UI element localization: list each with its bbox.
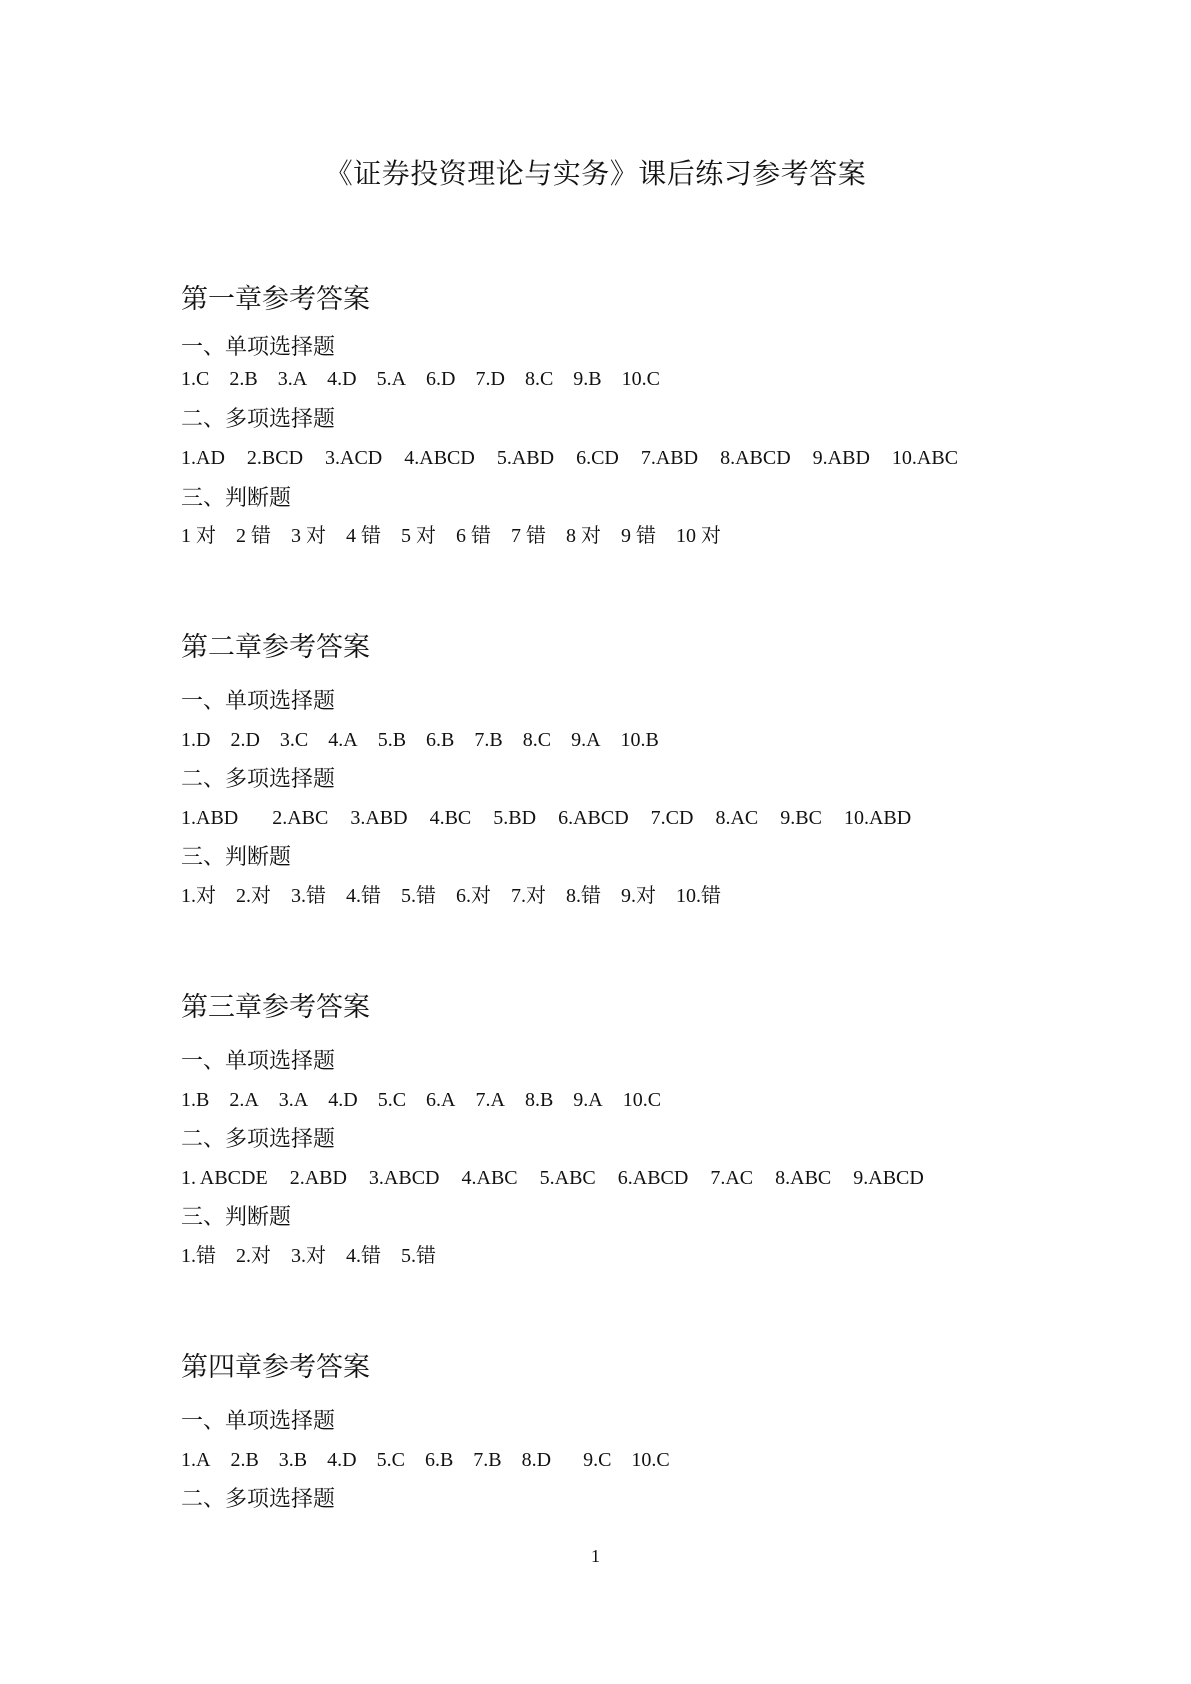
answer-item: 3.B (278, 1449, 308, 1471)
answer-item: 1.对 (181, 885, 216, 907)
answer-item: 4 错 (346, 525, 381, 547)
chapter-4-single-choice-answers (181, 1446, 690, 1474)
answer-item: 4.D (327, 368, 357, 390)
chapter-4-single-choice-heading: 一、单项选择题 (181, 1409, 336, 1434)
answer-item: 6.B (426, 729, 455, 751)
answer-item: 10.C (631, 1449, 670, 1471)
chapter-3-heading: 第三章参考答案 (181, 992, 370, 1023)
answer-item: 3.C (279, 729, 309, 751)
answer-item: 4.D (327, 1449, 357, 1471)
answer-item: 5.ABC (539, 1167, 596, 1189)
chapter-2-single-choice-answers (181, 726, 679, 754)
answer-item: 8.ABC (775, 1167, 832, 1189)
chapter-3-single-choice-answers (181, 1086, 681, 1114)
chapter-4-heading: 第四章参考答案 (181, 1352, 370, 1383)
answer-item: 8.ABCD (720, 447, 791, 469)
answer-item: 1.D (181, 729, 211, 751)
answer-item: 9 错 (621, 525, 656, 547)
answer-item: 2.ABD (289, 1167, 347, 1189)
answer-item: 10.ABC (891, 447, 959, 469)
answer-item: 4.D (328, 1089, 358, 1111)
answer-item: 2.B (229, 368, 258, 390)
answer-item: 1.C (181, 368, 210, 390)
chapter-3-true-false-answers (181, 1242, 456, 1270)
chapter-2-multiple-choice-heading: 二、多项选择题 (181, 767, 336, 792)
chapter-2-true-false-answers (181, 882, 741, 910)
chapter-3-true-false-heading: 三、判断题 (181, 1205, 292, 1230)
page-title: 《证券投资理论与实务》课后练习参考答案 (324, 157, 867, 190)
answer-item: 3.ABCD (368, 1167, 440, 1189)
chapter-2-single-choice-heading: 一、单项选择题 (181, 689, 336, 714)
chapter-1-multiple-choice-heading: 二、多项选择题 (181, 407, 336, 432)
answer-item: 3 对 (291, 525, 326, 547)
chapter-2-heading: 第二章参考答案 (181, 632, 370, 663)
answer-item: 2.对 (236, 1245, 271, 1267)
answer-item: 9.对 (621, 885, 656, 907)
answer-item: 1 对 (181, 525, 216, 547)
answer-item: 6.A (426, 1089, 456, 1111)
answer-item: 9.ABCD (853, 1167, 924, 1189)
chapter-3-single-choice-heading: 一、单项选择题 (181, 1049, 336, 1074)
answer-item: 2.B (230, 1449, 259, 1471)
answer-item: 3.A (278, 1089, 309, 1111)
chapter-1-single-choice-answers (181, 365, 680, 393)
answer-item: 6.ABCD (558, 807, 629, 829)
chapter-2-true-false-heading: 三、判断题 (181, 845, 292, 870)
chapter-2-multiple-choice-answers (181, 804, 933, 832)
answer-item: 6.D (426, 368, 456, 390)
answer-item: 3.ABD (350, 807, 408, 829)
chapter-4-multiple-choice-heading: 二、多项选择题 (181, 1487, 336, 1512)
answer-item: 8.B (524, 1089, 554, 1111)
answer-item: 1.ABD (181, 807, 239, 829)
chapter-1-true-false-heading: 三、判断题 (181, 486, 292, 511)
answer-item: 2 错 (236, 525, 271, 547)
chapter-1-true-false-answers (181, 522, 741, 550)
answer-item: 6.B (424, 1449, 454, 1471)
answer-item: 5 对 (401, 525, 436, 547)
page-number: 1 (591, 1546, 600, 1566)
answer-item: 7.CD (650, 807, 694, 829)
answer-item: 1.错 (181, 1245, 216, 1267)
answer-item: 7.AC (710, 1167, 754, 1189)
answer-item: 8.AC (715, 807, 759, 829)
chapter-3-multiple-choice-answers (181, 1164, 946, 1192)
chapter-1-heading: 第一章参考答案 (181, 284, 370, 315)
answer-item: 6.CD (576, 447, 619, 469)
answer-item: 10 对 (676, 525, 721, 547)
answer-item: 2.D (230, 729, 260, 751)
answer-item: 6 错 (456, 525, 491, 547)
answer-item: 9.BC (780, 807, 822, 829)
answer-item: 10.错 (676, 885, 721, 907)
answer-item: 5.C (377, 1089, 407, 1111)
answer-item: 4.ABC (461, 1167, 518, 1189)
answer-item: 6.ABCD (617, 1167, 689, 1189)
answer-item: 9.B (573, 368, 602, 390)
answer-item: 3.A (277, 368, 308, 390)
answer-item: 10.ABD (843, 807, 912, 829)
answer-item: 7.B (474, 729, 503, 751)
answer-item: 4.ABCD (404, 447, 475, 469)
answer-item: 5.A (376, 368, 407, 390)
answer-item: 2.对 (236, 885, 271, 907)
answer-item: 7.B (473, 1449, 502, 1471)
answer-item: 8.D (521, 1449, 552, 1471)
answer-item: 8.C (522, 729, 552, 751)
answer-item: 6.对 (456, 885, 491, 907)
answer-item: 2.A (229, 1089, 259, 1111)
answer-item: 5.ABD (496, 447, 555, 469)
answer-item: 10.C (622, 1089, 662, 1111)
answer-item: 4.错 (346, 1245, 381, 1267)
answer-item: 1.AD (181, 447, 225, 469)
answer-item: 3.错 (291, 885, 326, 907)
answer-item: 5.C (376, 1449, 405, 1471)
answer-item: 4.BC (429, 807, 472, 829)
answer-item: 1. ABCDE (181, 1167, 268, 1189)
answer-item: 8.C (524, 368, 554, 390)
answer-item: 8.错 (566, 885, 601, 907)
answer-item: 4.A (328, 729, 358, 751)
answer-item: 2.ABC (272, 807, 329, 829)
answer-item: 3.ACD (325, 447, 383, 469)
answer-item: 9.A (571, 729, 601, 751)
answer-item: 7.对 (511, 885, 546, 907)
answer-item: 2.BCD (246, 447, 304, 469)
answer-item: 8 对 (566, 525, 601, 547)
answer-item: 9.ABD (812, 447, 870, 469)
chapter-3-multiple-choice-heading: 二、多项选择题 (181, 1127, 336, 1152)
answer-item: 1.B (181, 1089, 210, 1111)
answer-item: 7.A (475, 1089, 505, 1111)
chapter-1-single-choice-heading: 一、单项选择题 (181, 335, 336, 360)
chapter-1-multiple-choice-answers (181, 444, 980, 472)
answer-item: 7.D (475, 368, 505, 390)
answer-item: 3.对 (291, 1245, 326, 1267)
answer-item: 10.B (620, 729, 659, 751)
answer-item: 5.错 (401, 885, 436, 907)
answer-item: 9.C (583, 1449, 612, 1471)
answer-item: 10.C (621, 368, 660, 390)
answer-item: 7 错 (511, 525, 546, 547)
answer-item: 9.A (573, 1089, 603, 1111)
answer-item: 4.错 (346, 885, 381, 907)
answer-item: 5.BD (493, 807, 537, 829)
answer-item: 7.ABD (640, 447, 699, 469)
answer-item: 5.B (377, 729, 407, 751)
answer-item: 1.A (181, 1449, 211, 1471)
answer-item: 5.错 (401, 1245, 436, 1267)
